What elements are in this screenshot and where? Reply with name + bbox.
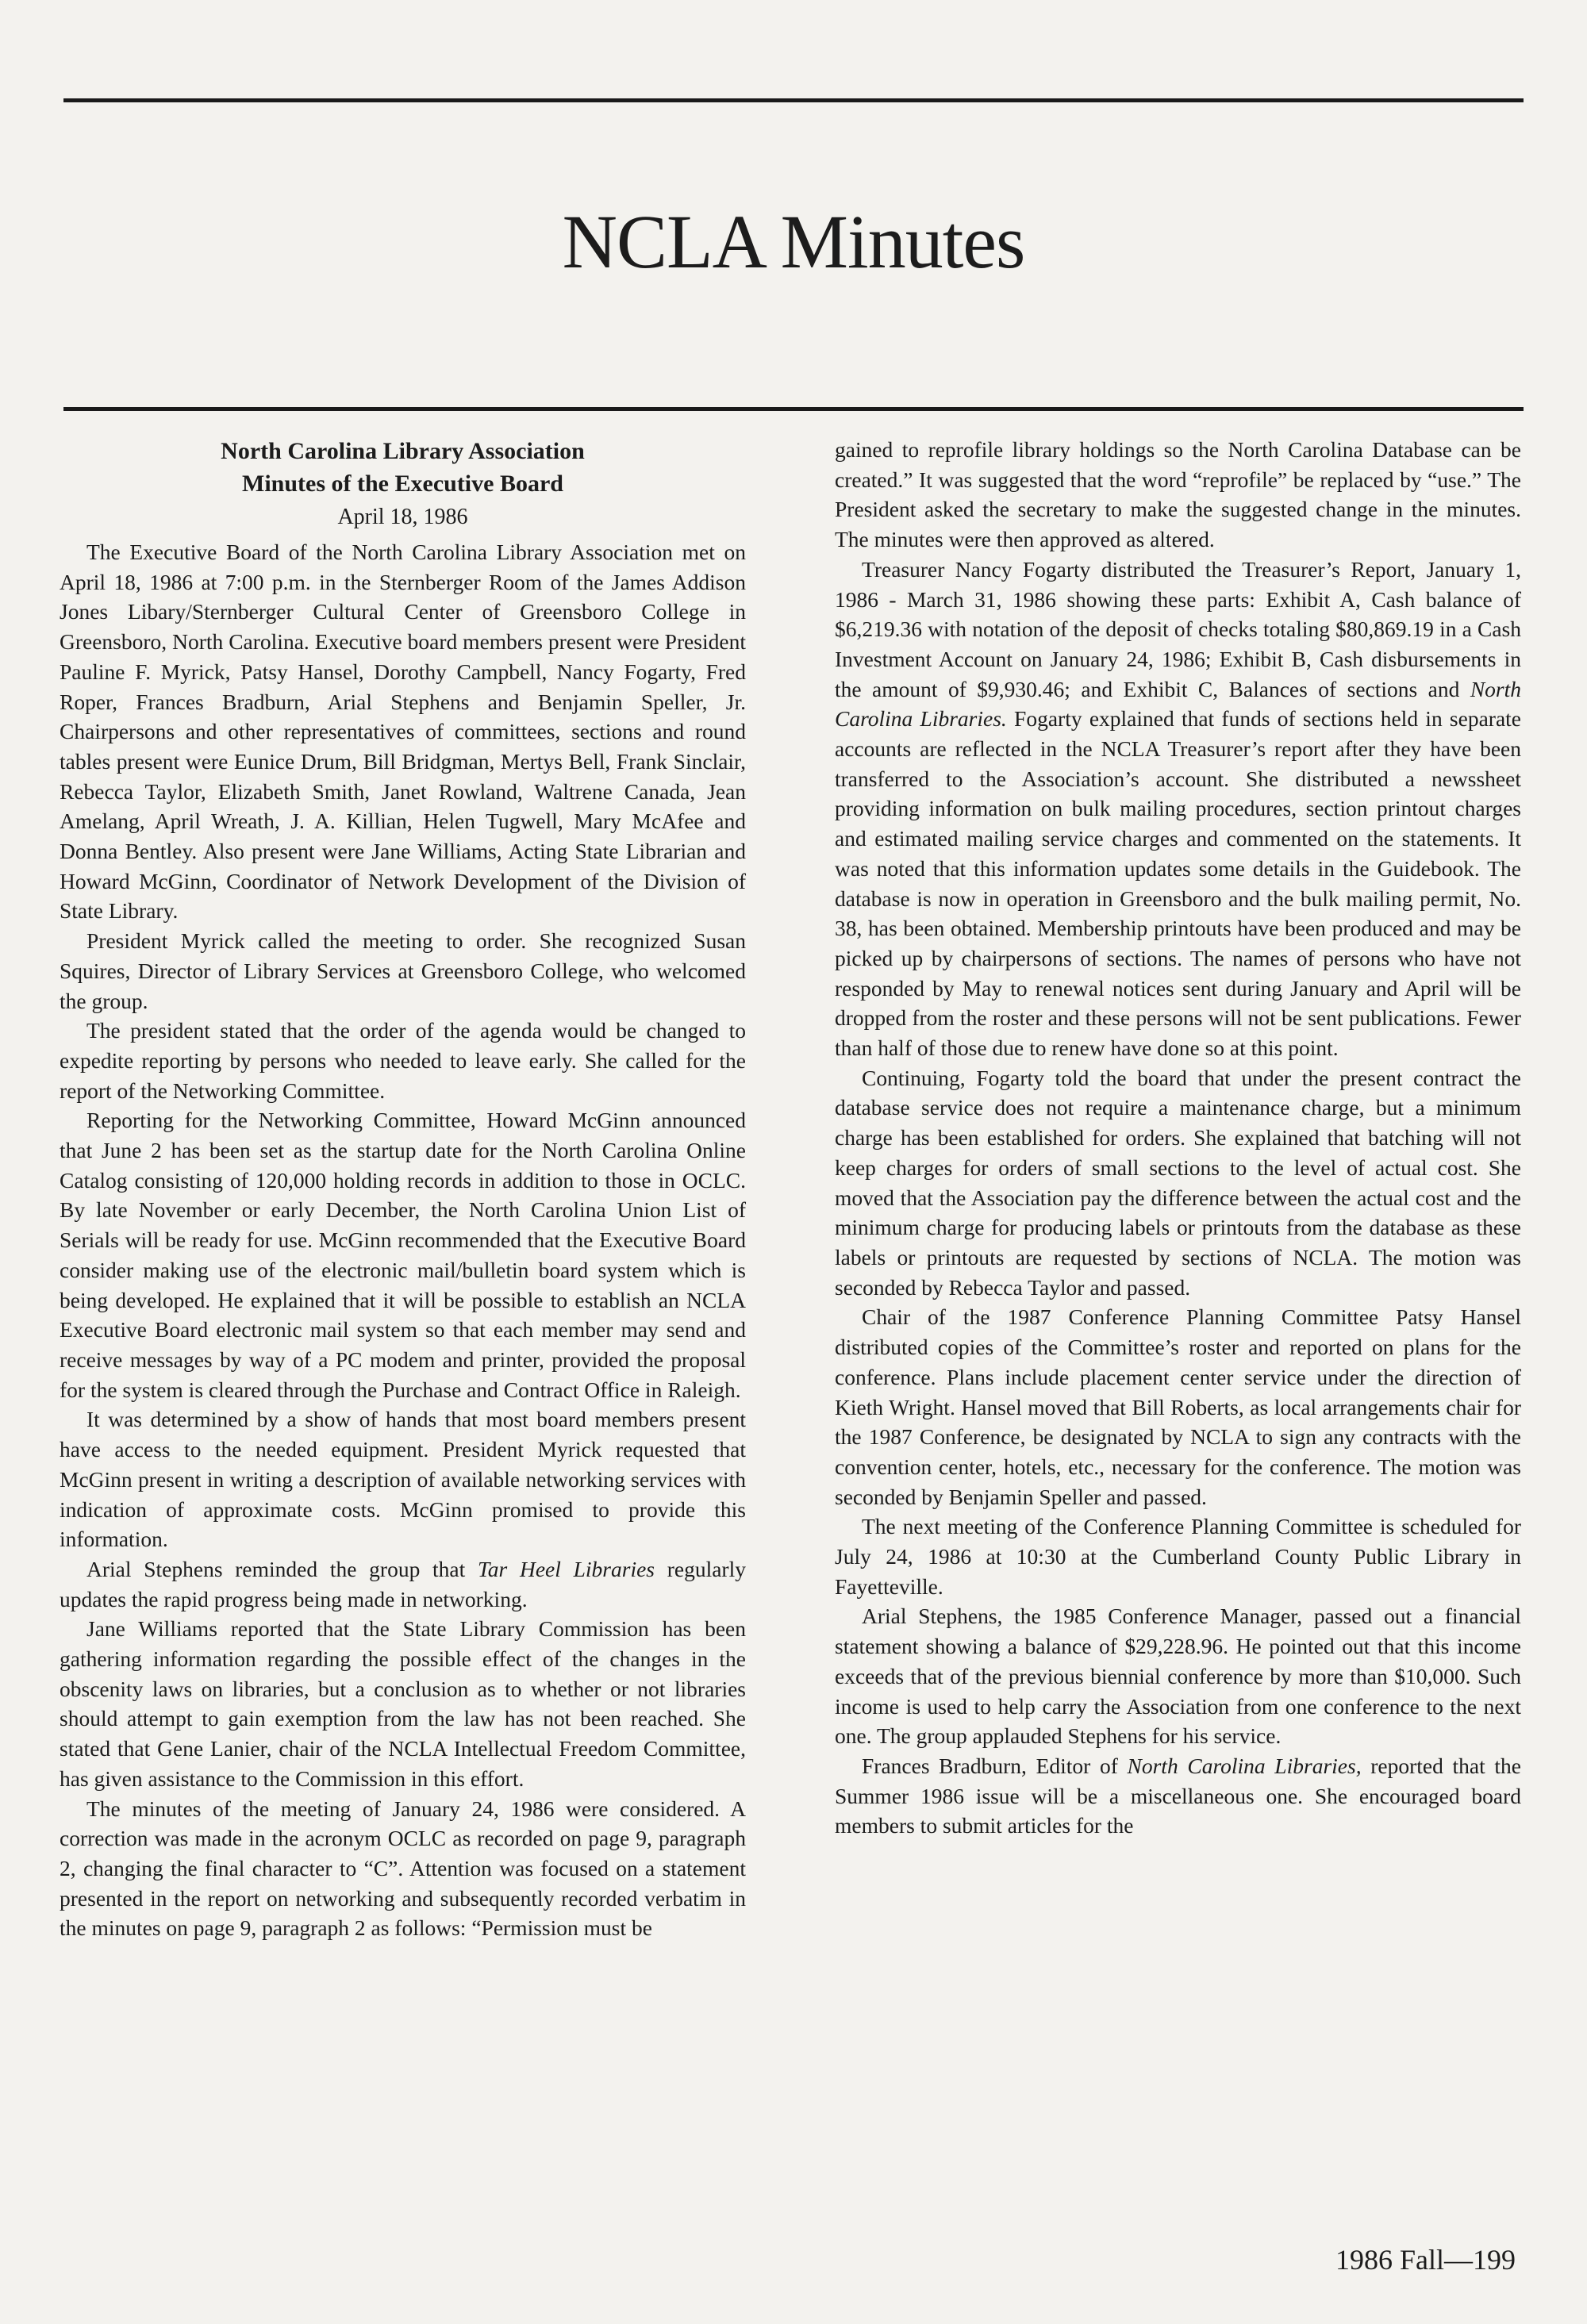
paragraph: Jane Williams reported that the State Library Commission has been gathering information regarding the possible effect of the changes in the obscenity laws on libraries, but a conclusion as to whether or not libraries should attempt to gain exemption from the law has not been reached. She stated that Gene Lanier, chair of the NCLA Intellectual Freedom Committee, has given assistance to the Commission in this effort. xyxy=(60,1616,746,1791)
paragraph: Frances Bradburn, Editor of North Carolina Libraries, reported that the Summer 1986 issue will be a miscellaneous one. She encouraged board members to submit articles for the xyxy=(835,1753,1521,1838)
paragraph: The president stated that the order of the agenda would be changed to expedite reporting by persons who needed to leave early. She called for the report of the Networking Committee. xyxy=(60,1018,746,1103)
paragraph: Arial Stephens reminded the group that Tar Heel Libraries regularly updates the rapid progress being made in networking. xyxy=(60,1556,746,1611)
left-column xyxy=(60,435,746,1943)
paragraph: The next meeting of the Conference Planning Committee is scheduled for July 24, 1986 at 10:30 at the Cumberland County Public Library in Fayetteville. xyxy=(835,1514,1521,1599)
paragraph: Chair of the 1987 Conference Planning Committee Patsy Hansel distributed copies of the Committee’s roster and reported on plans for the conference. Plans include placement center service under the direction of Kieth Wright. Hansel moved that Bill Roberts, as local arrangements chair for the 1987 Conference, be designated by NCLA to sign any contracts with the convention center, hotels, etc., necessary for the conference. The motion was seconded by Benjamin Speller and passed. xyxy=(835,1304,1521,1509)
paragraph: Treasurer Nancy Fogarty distributed the Treasurer’s Report, January 1, 1986 - March 31, 1986 showing these parts: Exhibit A, Cash balance of $6,219.36 with notation of the deposit of checks totaling $80,869.19 in a Cash Investment Account on January 24, 1986; Exhibit B, Cash disbursements in the amount of $9,930.46; and Exhibit C, Balances of sections and North Carolina Libraries. Fogarty explained that funds of sections held in separate accounts are reflected in the NCLA Treasurer’s report after they have been transferred to the Association’s account. She distributed a newssheet providing information on bulk mailing procedures, section printout charges and estimated mailing service charges and commented on the statements. It was noted that this information updates some details in the Guidebook. The database is now in operation in Greensboro and the bulk mailing permit, No. 38, has been obtained. Membership printouts have been produced and may be picked up by chairpersons of sections. The names of persons who have not responded by May to renewal notices sent during January and April will be dropped from the roster and these persons will not be sent publications. Fewer than half of those due to renew have done so at this point. xyxy=(835,556,1521,1061)
title-bottom-rule xyxy=(63,407,1524,411)
italic-title: Tar Heel Libraries xyxy=(478,1556,655,1581)
page-footer: 1986 Fall—199 xyxy=(1335,2244,1516,2276)
paragraph: The Executive Board of the North Carolina Library Association met on April 18, 1986 at 7:00 p.m. in the Sternberger Room of the James Addison Jones Libary/Sternberger Cultural Center of Greensboro College in Greensboro, North Carolina. Executive board members present were President Pauline F. Myrick, Patsy Hansel, Dorothy Campbell, Nancy Fogarty, Fred Roper, Frances Bradburn, Arial Stephens and Benjamin Speller, Jr. Chairpersons and other representatives of committees, sections and round tables present were Eunice Drum, Bill Bridgman, Mertys Bell, Frank Sinclair, Rebecca Taylor, Elizabeth Smith, Janet Rowland, Waltrene Canada, Jean Amelang, April Wreath, J. A. Killian, Helen Tugwell, Mary McAfee and Donna Bentley. Also present were Jane Williams, Acting State Librarian and Howard McGinn, Coordinator of Network Development of the Division of State Library. xyxy=(60,540,746,924)
paragraph: gained to reprofile library holdings so the North Carolina Database can be created.” It was suggested that the word “reprofile” be replaced by “use.” The President asked the secretary to make the suggested change in the minutes. The minutes were then approved as altered. xyxy=(835,437,1521,552)
article-org: North Carolina Library Association xyxy=(221,438,585,464)
italic-title: North Carolina Libraries. xyxy=(835,676,1521,732)
paragraph: Continuing, Fogarty told the board that under the present contract the database service does not require a maintenance charge, but a minimum charge has been established for orders. She explained that batching will not keep charges for orders of small sections to the level of actual cost. She moved that the Association pay the difference between the actual cost and the minimum charge for producing labels or printouts from the database as these labels or printouts are requested by sections of NCLA. The motion was seconded by Rebecca Taylor and passed. xyxy=(835,1065,1521,1300)
top-rule xyxy=(63,98,1524,102)
paragraph: President Myrick called the meeting to order. She recognized Susan Squires, Director of Library Services at Greensboro College, who welcomed the group. xyxy=(60,928,746,1013)
paragraph: Arial Stephens, the 1985 Conference Manager, passed out a financial statement showing a balance of $29,228.96. He pointed out that this income exceeds that of the previous biennial conference by more than $10,000. Such income is used to help carry the Association from one conference to the next one. The group applauded Stephens for his service. xyxy=(835,1604,1521,1749)
paragraph: Reporting for the Networking Committee, Howard McGinn announced that June 2 has been set as the startup date for the North Carolina Online Catalog consisting of 120,000 holding records in addition to those in OCLC. By late November or early December, the North Carolina Union List of Serials will be ready for use. McGinn recommended that the Executive Board consider making use of the electronic mail/bulletin board system which is being developed. He explained that it will be possible to establish an NCLA Executive Board electronic mail system so that each member may send and receive messages by way of a PC modem and printer, provided the proposal for the system is cleared through the Purchase and Contract Office in Raleigh. xyxy=(60,1108,746,1402)
article-date: April 18, 1986 xyxy=(337,505,468,529)
paragraph: It was determined by a show of hands that most board members present have access to the needed equipment. President Myrick requested that McGinn present in writing a description of available networking services with indication of approximate costs. McGinn promised to provide this information. xyxy=(60,1407,746,1552)
italic-title: North Carolina Libraries, xyxy=(1127,1753,1362,1778)
page-title: NCLA Minutes xyxy=(562,199,1025,284)
paragraph: The minutes of the meeting of January 24, 1986 were considered. A correction was made in the acronym OCLC as recorded on page 9, paragraph 2, changing the final character to “C”. Attention was focused on a statement presented in the report on networking and subsequently recorded verbatim in the minutes on page 9, paragraph 2 as follows: “Permission must be xyxy=(60,1796,746,1941)
right-column xyxy=(835,435,1521,1841)
article-subtitle: Minutes of the Executive Board xyxy=(242,471,563,497)
